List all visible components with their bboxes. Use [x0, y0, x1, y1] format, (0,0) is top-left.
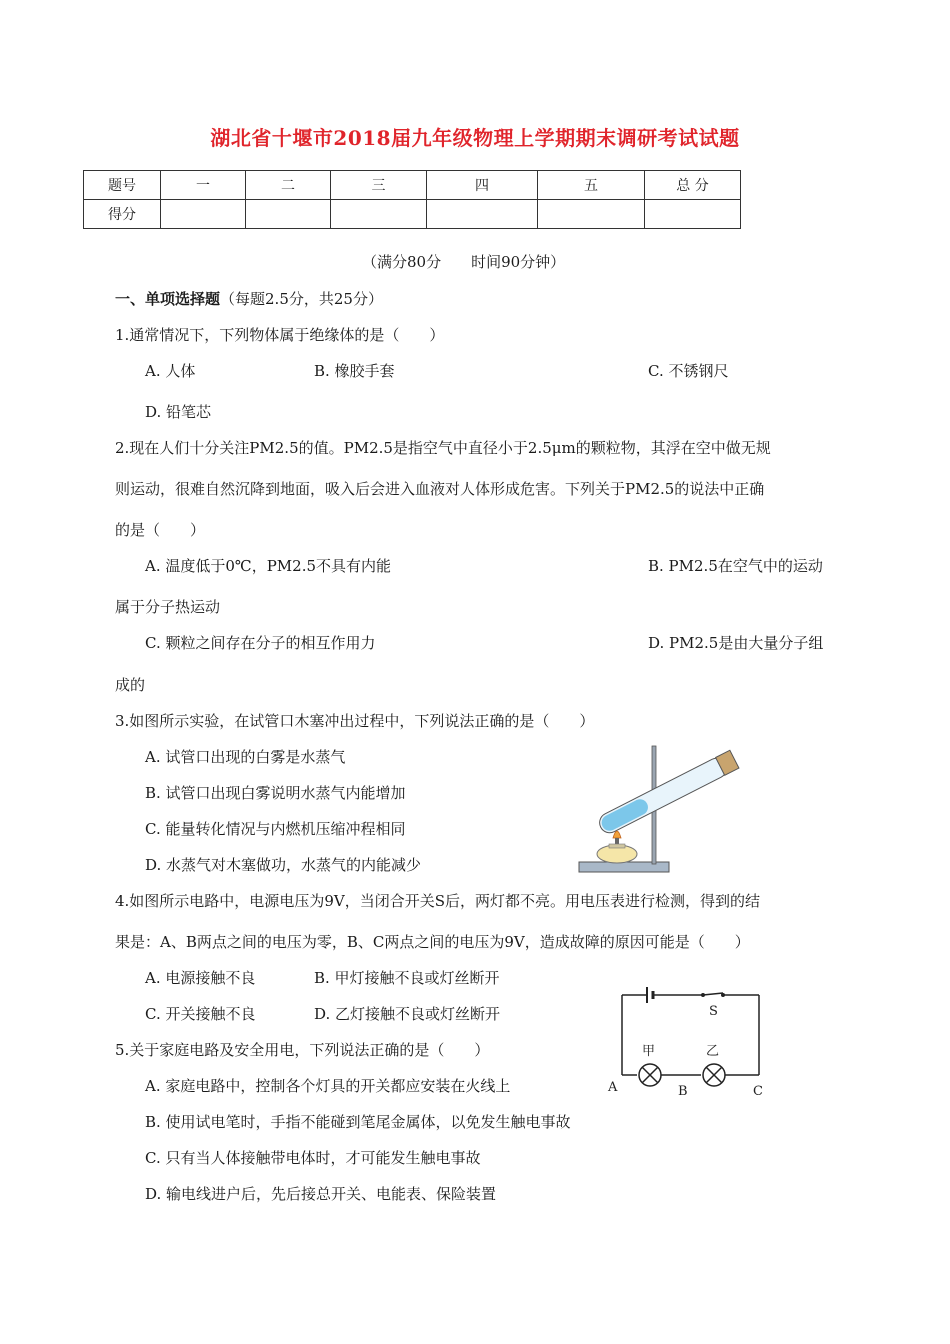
q5-option-a: A. 家庭电路中，控制各个灯具的开关都应安装在火线上 [145, 1077, 511, 1095]
switch-label: S [709, 1004, 718, 1019]
q2-option-d-cont: 成的 [115, 676, 146, 694]
q1-option-a: A. 人体 [145, 362, 196, 380]
section-title: 一、单项选择题 [115, 290, 221, 308]
table-cell: 总 分 [645, 171, 741, 200]
score-table [83, 170, 741, 229]
q4-option-c: C. 开关接触不良 [145, 1005, 256, 1023]
q5-option-b: B. 使用试电笔时，手指不能碰到笔尾金属体，以免发生触电事故 [145, 1113, 571, 1131]
q4-option-b: B. 甲灯接触不良或灯丝断开 [314, 969, 500, 987]
question-2-line-2: 则运动，很难自然沉降到地面，吸入后会进入血液对人体形成危害。下列关于PM2.5的说法中正确 [115, 480, 765, 498]
question-1-stem: 1.通常情况下，下列物体属于绝缘体的是（ ） [115, 326, 445, 344]
switch-contact-icon [721, 993, 725, 997]
table-cell [427, 200, 538, 229]
exam-info: （满分80分 时间90分钟） [362, 253, 566, 271]
q5-option-c: C. 只有当人体接触带电体时，才可能发生触电事故 [145, 1149, 481, 1167]
table-cell: 题号 [84, 171, 161, 200]
table-cell [161, 200, 246, 229]
question-3-stem: 3.如图所示实验，在试管口木塞冲出过程中，下列说法正确的是（ ） [115, 712, 595, 730]
switch-contact-icon [701, 993, 705, 997]
table-cell [246, 200, 331, 229]
q3-option-c: C. 能量转化情况与内燃机压缩冲程相同 [145, 820, 406, 838]
page-title: 湖北省十堰市2018届九年级物理上学期期末调研考试试题 [210, 126, 740, 150]
test-tube-apparatus-figure [575, 740, 775, 880]
q2-option-b: B. PM2.5在空气中的运动 [648, 557, 823, 575]
section-note: （每题2.5分，共25分） [220, 290, 383, 308]
score-table-score-row [84, 200, 741, 229]
table-cell: 五 [538, 171, 645, 200]
q2-option-a: A. 温度低于0℃，PM2.5不具有内能 [145, 557, 391, 575]
q3-option-b: B. 试管口出现白雾说明水蒸气内能增加 [145, 784, 406, 802]
circuit-diagram [605, 985, 770, 1100]
q1-option-b: B. 橡胶手套 [314, 362, 395, 380]
table-cell [538, 200, 645, 229]
q5-option-d: D. 输电线进户后，先后接总开关、电能表、保险装置 [145, 1185, 497, 1203]
question-4-line-2: 果是：A、B两点之间的电压为零，B、C两点之间的电压为9V，造成故障的原因可能是（ ） [115, 933, 750, 951]
point-a-label: A [608, 1080, 618, 1095]
section-heading [115, 288, 383, 309]
question-4-line-1: 4.如图所示电路中，电源电压为9V，当闭合开关S后，两灯都不亮。用电压表进行检测，得到的结 [115, 892, 760, 910]
point-c-label: C [753, 1084, 763, 1099]
q3-option-d: D. 水蒸气对木塞做功，水蒸气的内能减少 [145, 856, 422, 874]
q2-option-c: C. 颗粒之间存在分子的相互作用力 [145, 634, 376, 652]
table-cell [331, 200, 427, 229]
point-b-label: B [678, 1084, 688, 1099]
table-cell: 二 [246, 171, 331, 200]
table-cell: 一 [161, 171, 246, 200]
table-cell [645, 200, 741, 229]
q1-option-d: D. 铅笔芯 [145, 403, 212, 421]
q2-option-d: D. PM2.5是由大量分子组 [648, 634, 824, 652]
score-table-header-row [84, 171, 741, 200]
q1-option-c: C. 不锈钢尺 [648, 362, 729, 380]
lamp-1-label: 甲 [642, 1044, 656, 1059]
question-2-line-3: 的是（ ） [115, 521, 206, 539]
table-cell: 四 [427, 171, 538, 200]
q4-option-a: A. 电源接触不良 [145, 969, 256, 987]
q3-option-a: A. 试管口出现的白雾是水蒸气 [145, 748, 346, 766]
table-cell: 得分 [84, 200, 161, 229]
question-2-line-1: 2.现在人们十分关注PM2.5的值。PM2.5是指空气中直径小于2.5μm的颗粒物，其浮在空中做无规 [115, 439, 771, 457]
lamp-2-label: 乙 [706, 1044, 720, 1059]
q2-option-b-cont: 属于分子热运动 [115, 598, 221, 616]
q4-option-d: D. 乙灯接触不良或灯丝断开 [314, 1005, 501, 1023]
table-cell: 三 [331, 171, 427, 200]
question-5-stem: 5.关于家庭电路及安全用电，下列说法正确的是（ ） [115, 1041, 490, 1059]
